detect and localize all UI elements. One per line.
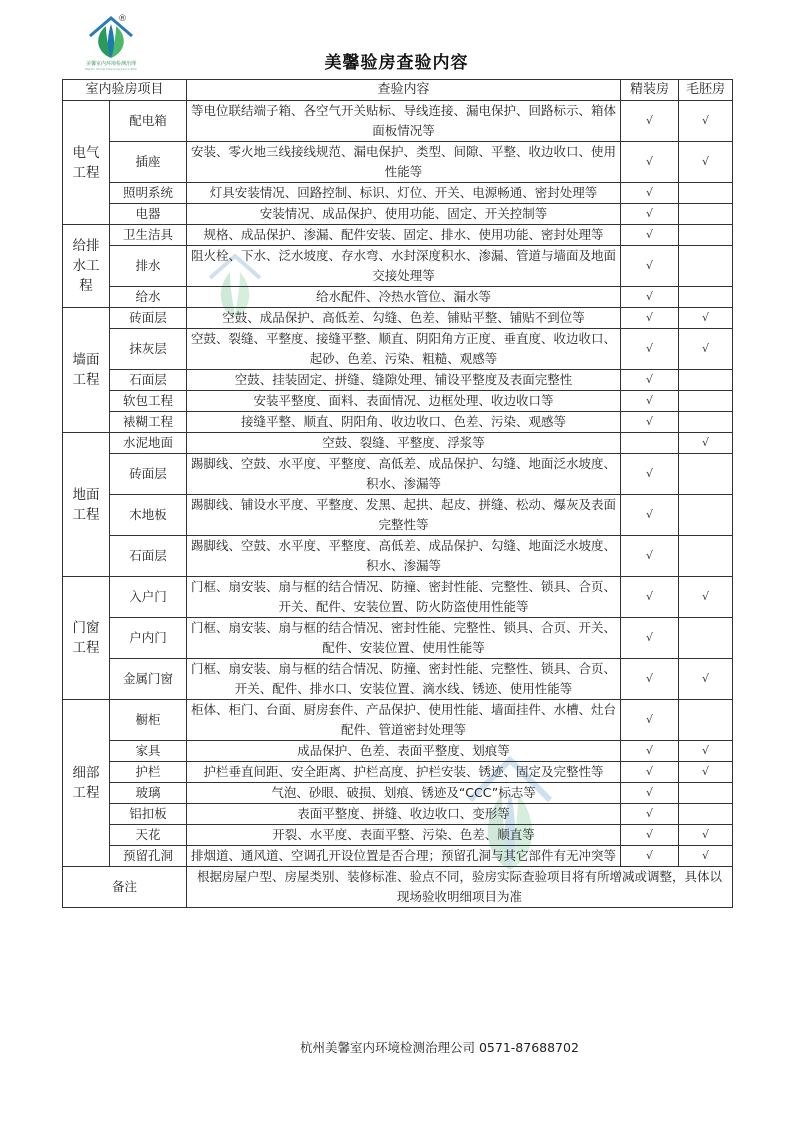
rough-check-cell: √	[679, 329, 733, 370]
content-cell: 排烟道、通风道、空调孔开设位置是否合理；预留孔洞与其它部件有无冲突等	[187, 846, 621, 867]
table-row	[63, 659, 733, 700]
table-row	[63, 308, 733, 329]
table-row	[63, 183, 733, 204]
content-cell: 踢脚线、铺设水平度、平整度、发黑、起拱、起皮、拼缝、松动、爆灰及表面完整性等	[187, 495, 621, 536]
subitem-cell: 天花	[110, 825, 187, 846]
header-content: 查验内容	[187, 80, 621, 101]
remarks-content: 根据房屋户型、房屋类别、装修标准、验点不同，验房实际查验项目将有所增减或调整，具体以现场验收明细项目为准	[187, 867, 733, 908]
rough-check-cell	[679, 412, 733, 433]
table-row	[63, 412, 733, 433]
content-cell: 给水配件、冷热水管位、漏水等	[187, 287, 621, 308]
table-row	[63, 825, 733, 846]
content-cell: 灯具安装情况、回路控制、标识、灯位、开关、电源畅通、密封处理等	[187, 183, 621, 204]
rough-check-cell	[679, 370, 733, 391]
rough-check-cell: √	[679, 142, 733, 183]
fine-check-cell: √	[621, 101, 679, 142]
table-row	[63, 536, 733, 577]
content-cell: 柜体、柜门、台面、厨房套件、产品保护、使用性能、墙面挂件、水槽、灶台配件、管道密封处理等	[187, 700, 621, 741]
content-cell: 开裂、水平度、表面平整、污染、色差、顺直等	[187, 825, 621, 846]
fine-check-cell: √	[621, 846, 679, 867]
table-row	[63, 762, 733, 783]
fine-check-cell: √	[621, 825, 679, 846]
subitem-cell: 卫生洁具	[110, 225, 187, 246]
fine-check-cell: √	[621, 183, 679, 204]
fine-check-cell: √	[621, 804, 679, 825]
content-cell: 门框、扇安装、扇与框的结合情况、防撞、密封性能、完整性、锁具、合页、开关、配件、排水口、安装位置、滴水线、锈迹、使用性能等	[187, 659, 621, 700]
rough-check-cell	[679, 804, 733, 825]
subitem-cell: 配电箱	[110, 101, 187, 142]
table-row	[63, 700, 733, 741]
inspection-table	[62, 79, 733, 908]
table-row	[63, 287, 733, 308]
table-row	[63, 142, 733, 183]
category-cell: 墙面工程	[63, 308, 110, 433]
subitem-cell: 排水	[110, 246, 187, 287]
rough-check-cell: √	[679, 762, 733, 783]
subitem-cell: 插座	[110, 142, 187, 183]
fine-check-cell	[621, 433, 679, 454]
subitem-cell: 砖面层	[110, 454, 187, 495]
subitem-cell: 照明系统	[110, 183, 187, 204]
logo-subtext: MeiXin Shinei Huanjing Jiance Zhili	[85, 67, 137, 71]
rough-check-cell: √	[679, 741, 733, 762]
fine-check-cell: √	[621, 618, 679, 659]
subitem-cell: 预留孔洞	[110, 846, 187, 867]
subitem-cell: 橱柜	[110, 700, 187, 741]
rough-check-cell	[679, 536, 733, 577]
table-row	[63, 577, 733, 618]
content-cell: 阻火栓、下水、泛水坡度、存水弯、水封深度积水、渗漏、管道与墙面及地面交接处理等	[187, 246, 621, 287]
subitem-cell: 家具	[110, 741, 187, 762]
fine-check-cell: √	[621, 308, 679, 329]
rough-check-cell	[679, 783, 733, 804]
table-row	[63, 246, 733, 287]
subitem-cell: 石面层	[110, 370, 187, 391]
content-cell: 表面平整度、拼缝、收边收口、变形等	[187, 804, 621, 825]
subitem-cell: 护栏	[110, 762, 187, 783]
header-rough: 毛胚房	[679, 80, 733, 101]
rough-check-cell: √	[679, 101, 733, 142]
remarks-row	[63, 867, 733, 908]
subitem-cell: 石面层	[110, 536, 187, 577]
category-cell: 细部工程	[63, 700, 110, 867]
rough-check-cell	[679, 495, 733, 536]
subitem-cell: 砖面层	[110, 308, 187, 329]
footer-contact: 杭州美馨室内环境检测治理公司 0571-87688702	[300, 1040, 579, 1055]
subitem-cell: 木地板	[110, 495, 187, 536]
content-cell: 门框、扇安装、扇与框的结合情况、防撞、密封性能、完整性、锁具、合页、开关、配件、安装位置、防火防盗使用性能等	[187, 577, 621, 618]
table-row	[63, 618, 733, 659]
table-row	[63, 454, 733, 495]
subitem-cell: 入户门	[110, 577, 187, 618]
rough-check-cell: √	[679, 825, 733, 846]
rough-check-cell: √	[679, 577, 733, 618]
subitem-cell: 抹灰层	[110, 329, 187, 370]
category-cell: 电气工程	[63, 101, 110, 225]
fine-check-cell: √	[621, 741, 679, 762]
rough-check-cell	[679, 225, 733, 246]
content-cell: 踢脚线、空鼓、水平度、平整度、高低差、成品保护、勾缝、地面泛水坡度、积水、渗漏等	[187, 454, 621, 495]
content-cell: 空鼓、挂装固定、拼缝、缝隙处理、铺设平整度及表面完整性	[187, 370, 621, 391]
fine-check-cell: √	[621, 700, 679, 741]
table-row	[63, 741, 733, 762]
table-row	[63, 225, 733, 246]
category-cell: 门窗工程	[63, 577, 110, 700]
fine-check-cell: √	[621, 225, 679, 246]
rough-check-cell: √	[679, 308, 733, 329]
content-cell: 空鼓、成品保护、高低差、勾缝、色差、铺贴平整、铺贴不到位等	[187, 308, 621, 329]
table-row	[63, 329, 733, 370]
table-row	[63, 391, 733, 412]
table-row	[63, 846, 733, 867]
fine-check-cell: √	[621, 142, 679, 183]
fine-check-cell: √	[621, 204, 679, 225]
rough-check-cell: √	[679, 846, 733, 867]
table-header-row	[63, 80, 733, 101]
registered-mark: ®	[118, 14, 127, 24]
table-row	[63, 783, 733, 804]
subitem-cell: 裱糊工程	[110, 412, 187, 433]
fine-check-cell: √	[621, 762, 679, 783]
category-cell: 地面工程	[63, 433, 110, 577]
content-cell: 安装、零火地三线接线规范、漏电保护、类型、间隙、平整、收边收口、使用性能等	[187, 142, 621, 183]
rough-check-cell	[679, 204, 733, 225]
header-fine: 精装房	[621, 80, 679, 101]
rough-check-cell	[679, 391, 733, 412]
subitem-cell: 软包工程	[110, 391, 187, 412]
content-cell: 护栏垂直间距、安全距离、护栏高度、护栏安装、锈迹、固定及完整性等	[187, 762, 621, 783]
content-cell: 空鼓、裂缝、平整度、接缝平整、顺直、阴阳角方正度、垂直度、收边收口、起砂、色差、污染、粗糙、观感等	[187, 329, 621, 370]
content-cell: 踢脚线、空鼓、水平度、平整度、高低差、成品保护、勾缝、地面泛水坡度、积水、渗漏等	[187, 536, 621, 577]
fine-check-cell: √	[621, 287, 679, 308]
fine-check-cell: √	[621, 495, 679, 536]
content-cell: 规格、成品保护、渗漏、配件安装、固定、排水、使用功能、密封处理等	[187, 225, 621, 246]
rough-check-cell	[679, 183, 733, 204]
remarks-label: 备注	[63, 867, 187, 908]
page-title: 美馨验房查验内容	[324, 53, 469, 73]
fine-check-cell: √	[621, 659, 679, 700]
header-item: 室内验房项目	[63, 80, 187, 101]
rough-check-cell	[679, 700, 733, 741]
subitem-cell: 玻璃	[110, 783, 187, 804]
content-cell: 气泡、砂眼、破损、划痕、锈迹及“CCC”标志等	[187, 783, 621, 804]
subitem-cell: 铝扣板	[110, 804, 187, 825]
content-cell: 接缝平整、顺直、阴阳角、收边收口、色差、污染、观感等	[187, 412, 621, 433]
rough-check-cell: √	[679, 659, 733, 700]
category-cell: 给排水工程	[63, 225, 110, 308]
subitem-cell: 户内门	[110, 618, 187, 659]
fine-check-cell: √	[621, 329, 679, 370]
subitem-cell: 电器	[110, 204, 187, 225]
rough-check-cell	[679, 287, 733, 308]
table-row	[63, 495, 733, 536]
table-row	[63, 204, 733, 225]
table-row	[63, 370, 733, 391]
table-row	[63, 433, 733, 454]
rough-check-cell	[679, 454, 733, 495]
table-row	[63, 804, 733, 825]
fine-check-cell: √	[621, 246, 679, 287]
subitem-cell: 水泥地面	[110, 433, 187, 454]
content-cell: 等电位联结端子箱、各空气开关贴标、导线连接、漏电保护、回路标示、箱体面板情况等	[187, 101, 621, 142]
fine-check-cell: √	[621, 454, 679, 495]
fine-check-cell: √	[621, 412, 679, 433]
subitem-cell: 给水	[110, 287, 187, 308]
logo-text: 美馨室内环境检测治理	[85, 61, 136, 67]
fine-check-cell: √	[621, 783, 679, 804]
subitem-cell: 金属门窗	[110, 659, 187, 700]
content-cell: 门框、扇安装、扇与框的结合情况、密封性能、完整性、锁具、合页、开关、配件、安装位置、使用性能等	[187, 618, 621, 659]
content-cell: 安装平整度、面料、表面情况、边框处理、收边收口等	[187, 391, 621, 412]
rough-check-cell: √	[679, 433, 733, 454]
content-cell: 成品保护、色差、表面平整度、划痕等	[187, 741, 621, 762]
content-cell: 安装情况、成品保护、使用功能、固定、开关控制等	[187, 204, 621, 225]
fine-check-cell: √	[621, 391, 679, 412]
fine-check-cell: √	[621, 370, 679, 391]
rough-check-cell	[679, 246, 733, 287]
fine-check-cell: √	[621, 536, 679, 577]
content-cell: 空鼓、裂缝、平整度、浮浆等	[187, 433, 621, 454]
table-row	[63, 101, 733, 142]
fine-check-cell: √	[621, 577, 679, 618]
rough-check-cell	[679, 618, 733, 659]
